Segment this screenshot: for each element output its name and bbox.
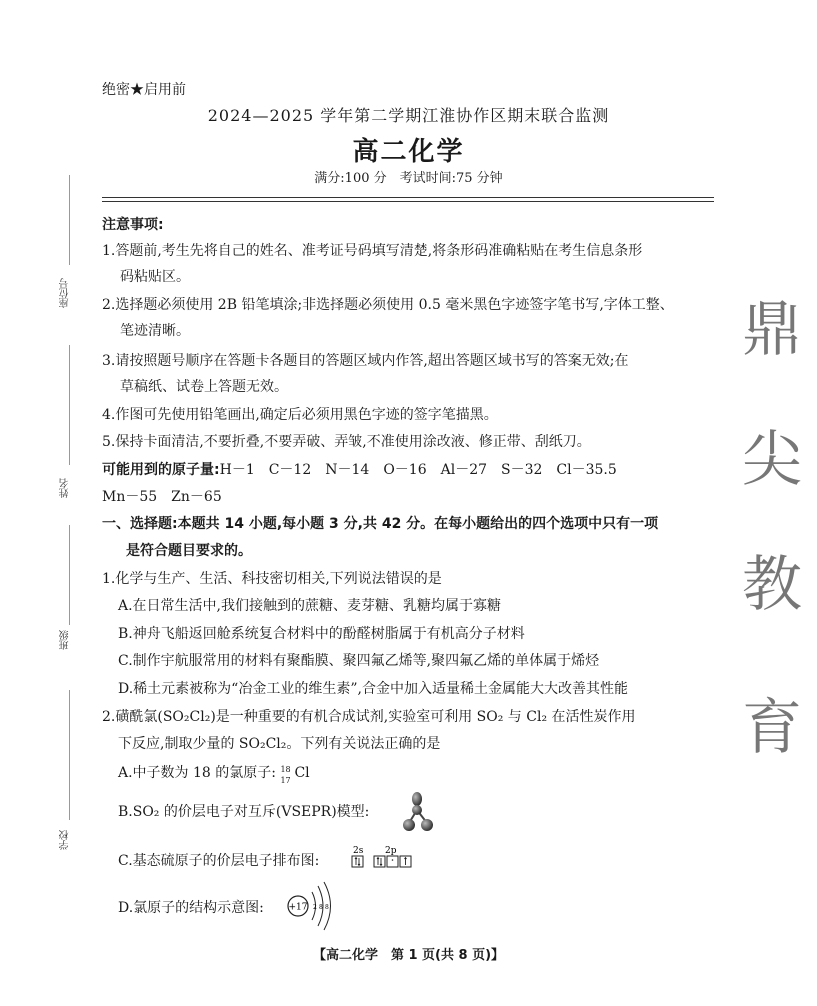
q1-option-c: C.制作宇航服常用的材料有聚酯膜、聚四氟乙烯等,聚四氟乙烯的单体属于烯烃 <box>118 653 600 669</box>
atomic-mass-label: 可能用到的原子量: <box>102 462 220 478</box>
q1-option-a: A.在日常生活中,我们接触到的蔗糖、麦芽糖、乳糖均属于寡糖 <box>118 598 502 614</box>
binding-line <box>69 345 70 465</box>
page-footer: 【高二化学 第 1 页(共 8 页)】 <box>312 948 505 963</box>
q2-stem-pre: 2.磺酰氯( <box>102 709 163 725</box>
secret-label: 绝密★启用前 <box>102 82 186 98</box>
notice-item: 笔迹清晰。 <box>120 323 190 339</box>
orbital-box <box>352 856 363 867</box>
mass-number: 18 <box>280 765 291 774</box>
score-info: 满分:100 分 考试时间:75 分钟 <box>314 171 503 186</box>
element-symbol: Cl <box>294 765 310 781</box>
orbital-diagram-icon <box>350 844 420 872</box>
shell-count: 2 <box>313 904 317 911</box>
binding-line <box>69 175 70 265</box>
section-heading-2: 是符合题目要求的。 <box>126 543 252 559</box>
notice-heading: 注意事项: <box>102 217 164 233</box>
exam-name: 2024—2025 学年第二学期江淮协作区期末联合监测 <box>207 106 610 125</box>
electron-dot-icon <box>392 859 394 861</box>
side-label-class: 班级 <box>60 630 71 650</box>
q2-formula: SO₂Cl₂ <box>162 709 211 725</box>
electron-pair-icon <box>377 858 382 866</box>
nuclide-notation <box>280 764 294 785</box>
watermark-char: 教 <box>742 550 802 620</box>
notice-item: 1.答题前,考生先将自己的姓名、准考证号码填写清楚,将条形码准确粘贴在考生信息条形 <box>102 243 643 259</box>
watermark-char: 鼎 <box>742 295 802 365</box>
q1-stem: 1.化学与生产、生活、科技密切相关,下列说法错误的是 <box>102 571 442 587</box>
orbital-box <box>387 856 398 867</box>
notice-item: 5.保持卡面清洁,不要折叠,不要弄破、弄皱,不准使用涂改液、修正带、刮纸刀。 <box>102 434 591 450</box>
notice-item: 3.请按照题号顺序在答题卡各题目的答题区域内作答,超出答题区域书写的答案无效;在 <box>102 353 629 369</box>
q2-stem-mid: )是一种重要的有机合成试剂,实验室可利用 SO₂ 与 Cl₂ 在活性炭作用 <box>210 709 636 725</box>
side-label-school: 学校 <box>60 830 71 850</box>
electron-pair-icon <box>355 858 360 866</box>
binding-line <box>69 525 70 625</box>
orbital-label-2p: 2p <box>385 846 397 856</box>
watermark-char: 尖 <box>742 425 802 495</box>
central-atom <box>412 805 422 815</box>
q2-option-b-text: B.SO₂ 的价层电子对互斥(VSEPR)模型: <box>118 804 370 820</box>
q2-option-c: C.基态硫原子的价层电子排布图: <box>118 853 320 869</box>
q2-option-a-text: A.中子数为 18 的氯原子: <box>118 765 276 781</box>
orbital-box <box>374 856 385 867</box>
notice-item: 2.选择题必须使用 2B 铅笔填涂;非选择题必须使用 0.5 毫米黑色字迹签字笔书写,字体工整、 <box>102 297 674 313</box>
atomic-mass-values: H－1 C－12 N－14 O－16 Al－27 S－32 Cl－35.5 <box>219 462 617 478</box>
q2-stem <box>102 708 636 726</box>
shell-count: 8 <box>325 904 329 911</box>
orbital-label-2s: 2s <box>353 846 364 856</box>
q2-option-b <box>118 803 369 821</box>
vsepr-model-icon <box>400 790 442 834</box>
nuclear-charge: +17 <box>288 902 308 913</box>
lone-pair-lobe <box>412 792 422 806</box>
electron-up-icon <box>405 858 407 866</box>
q2-stem-line2: 下反应,制取少量的 SO₂Cl₂。下列有关说法正确的是 <box>118 736 441 752</box>
header-divider <box>102 197 714 198</box>
side-label-seat: 座位号 <box>60 278 71 308</box>
section-heading: 一、选择题:本题共 14 小题,每小题 3 分,共 42 分。在每小题给出的四个选项中只有一项 <box>102 516 659 532</box>
atomic-mass-line <box>102 461 617 479</box>
notice-item: 码粘贴区。 <box>120 269 190 285</box>
notice-item: 草稿纸、试卷上答题无效。 <box>120 379 288 395</box>
atomic-mass-values-2: Mn－55 Zn－65 <box>102 489 222 505</box>
subject-title: 高二化学 <box>352 137 465 167</box>
binding-line <box>69 690 70 820</box>
shell-count: 8 <box>319 904 323 911</box>
header-divider <box>102 201 714 202</box>
watermark-char: 育 <box>742 693 802 763</box>
q1-option-b: B.神舟飞船返回舱系统复合材料中的酚醛树脂属于有机高分子材料 <box>118 626 525 642</box>
atomic-structure-icon <box>286 880 342 932</box>
outer-atom <box>421 819 433 831</box>
q2-option-a <box>118 764 310 785</box>
notice-item: 4.作图可先使用铅笔画出,确定后必须用黑色字迹的签字笔描黑。 <box>102 407 498 423</box>
atomic-number: 17 <box>280 776 291 785</box>
side-label-name: 姓名 <box>60 478 71 498</box>
outer-atom <box>403 819 415 831</box>
q1-option-d: D.稀土元素被称为“冶金工业的维生素”,合金中加入适量稀土金属能大大改善其性能 <box>118 681 628 697</box>
q2-option-d: D.氯原子的结构示意图: <box>118 900 264 916</box>
